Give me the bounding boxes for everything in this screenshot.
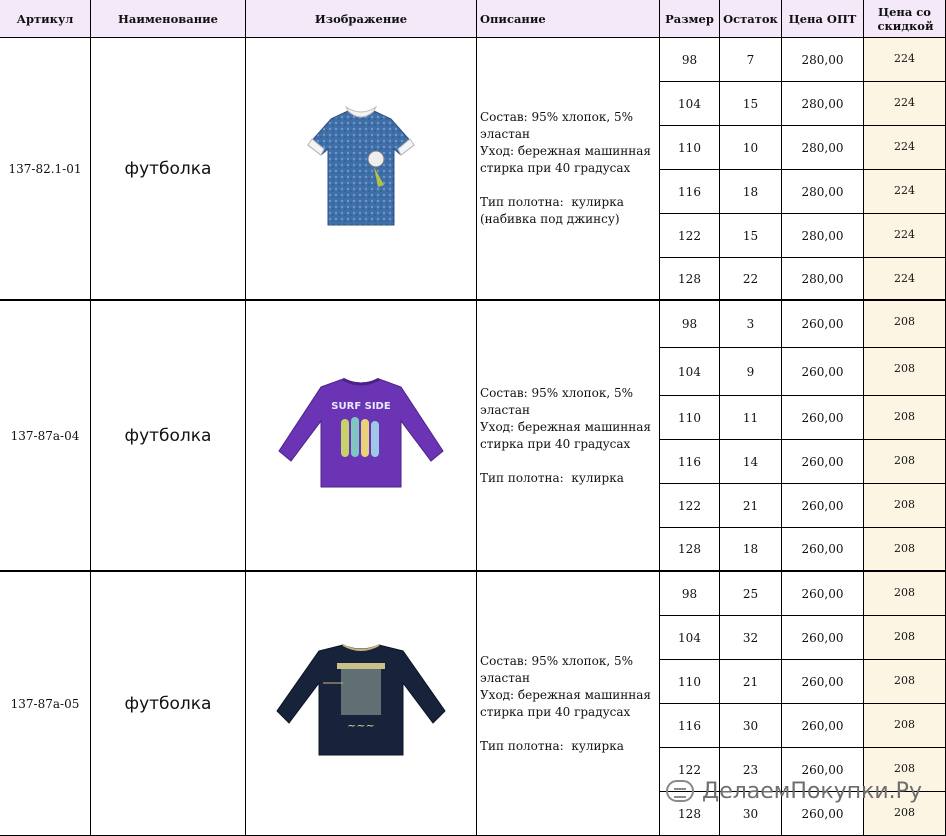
stock-cell: [720, 348, 782, 396]
size-value: 110: [678, 140, 701, 155]
stock-cell: [720, 301, 782, 348]
header-stock: [720, 0, 782, 38]
stock-cell: [720, 396, 782, 440]
header-description: [477, 0, 660, 38]
description-line: эластан: [480, 402, 531, 417]
discount-cell: [864, 396, 946, 440]
description-line: Тип полотна: кулирка: [480, 738, 624, 753]
price-cell: [782, 301, 864, 348]
size-cell: [660, 126, 720, 170]
discount-cell: [864, 38, 946, 82]
description-line: [480, 177, 651, 194]
stock-value: 3: [746, 317, 755, 331]
price-cell: [782, 82, 864, 126]
discount-cell: [864, 170, 946, 214]
svg-text:~~~: ~~~: [347, 719, 375, 732]
size-cell: [660, 484, 720, 528]
price-value: 280,00: [801, 271, 844, 286]
discount-value: 224: [894, 52, 915, 65]
header-image-label: Изображение: [314, 11, 408, 26]
stock-value: 22: [742, 271, 759, 286]
description-line: Уход: бережная машинная: [480, 687, 651, 702]
description-line: Состав: 95% хлопок, 5%: [480, 110, 634, 124]
discount-cell: [864, 660, 946, 704]
discount-value: 224: [894, 272, 915, 285]
stock-value: 9: [746, 364, 755, 379]
size-value: 104: [678, 96, 701, 111]
size-value: 104: [678, 364, 701, 379]
stock-cell: [720, 616, 782, 660]
stock-cell: [720, 258, 782, 301]
discount-cell: [864, 484, 946, 528]
stock-cell: [720, 484, 782, 528]
cart-icon: [666, 780, 694, 802]
watermark-text: ДелаемПокупки.Ру: [702, 778, 922, 804]
name-cell: [91, 572, 246, 836]
header-name-label: Наименование: [118, 11, 218, 26]
price-cell: [782, 440, 864, 484]
size-value: 110: [678, 410, 701, 425]
price-cell: [782, 126, 864, 170]
header-name: [91, 0, 246, 38]
stock-value: 10: [742, 140, 759, 155]
stock-value: 30: [742, 806, 759, 821]
price-cell: [782, 528, 864, 572]
price-cell: [782, 214, 864, 258]
header-size-label: Размер: [665, 11, 714, 26]
discount-cell: [864, 126, 946, 170]
discount-value: 224: [894, 184, 915, 197]
size-value: 116: [678, 184, 701, 199]
header-wholesale-price-label: Цена ОПТ: [788, 11, 857, 26]
stock-value: 7: [746, 52, 755, 67]
description-line: Состав: 95% хлопок, 5%: [480, 653, 634, 668]
price-value: 280,00: [801, 52, 844, 67]
description-line: Тип полотна: кулирка: [480, 470, 624, 485]
image-cell: [246, 301, 477, 572]
stock-value: 15: [742, 228, 759, 243]
size-value: 116: [678, 718, 701, 733]
stock-cell: [720, 572, 782, 616]
price-value: 260,00: [801, 674, 844, 689]
size-value: 98: [681, 52, 698, 67]
size-value: 116: [678, 454, 701, 469]
stock-cell: [720, 38, 782, 82]
stock-cell: [720, 704, 782, 748]
article-value: 137-82.1-01: [8, 161, 82, 176]
blue-denim-print-tshirt-icon: [286, 97, 436, 240]
header-stock-label: Остаток: [723, 11, 778, 26]
price-cell: [782, 484, 864, 528]
price-value: 280,00: [801, 184, 844, 199]
description-line: [480, 721, 651, 738]
size-value: 122: [678, 498, 701, 513]
price-value: 280,00: [801, 228, 844, 243]
description-cell: [477, 38, 660, 301]
header-discount-price-label: Цена со скидкой: [877, 4, 934, 33]
stock-value: 21: [742, 674, 759, 689]
stock-cell: [720, 440, 782, 484]
price-value: 260,00: [801, 542, 844, 556]
discount-value: 208: [894, 410, 915, 423]
discount-cell: [864, 301, 946, 348]
description-line: [480, 453, 651, 470]
article-value: 137-87а-05: [10, 696, 80, 711]
discount-value: 208: [894, 315, 915, 328]
article-cell: [0, 38, 91, 301]
stock-value: 30: [742, 718, 759, 733]
discount-value: 208: [894, 630, 915, 643]
stock-cell: [720, 214, 782, 258]
stock-cell: [720, 660, 782, 704]
navy-longsleeve-print-shirt-icon: [271, 637, 451, 770]
description-line: стирка при 40 градусах: [480, 436, 631, 451]
discount-cell: [864, 214, 946, 258]
size-value: 122: [678, 228, 701, 243]
stock-value: 18: [742, 184, 759, 199]
price-cell: [782, 704, 864, 748]
price-cell: [782, 258, 864, 301]
header-wholesale-price: [782, 0, 864, 38]
price-cell: [782, 396, 864, 440]
article-cell: [0, 572, 91, 836]
stock-cell: [720, 82, 782, 126]
description-line: стирка при 40 градусах: [480, 161, 631, 175]
size-cell: [660, 170, 720, 214]
price-cell: [782, 348, 864, 396]
description-line: Тип полотна: кулирка: [480, 195, 624, 209]
discount-value: 224: [894, 140, 915, 153]
price-value: 260,00: [801, 498, 844, 513]
header-article-label: Артикул: [16, 11, 74, 26]
discount-cell: [864, 572, 946, 616]
size-cell: [660, 660, 720, 704]
price-value: 260,00: [801, 454, 844, 469]
discount-value: 208: [894, 674, 915, 687]
discount-value: 224: [894, 228, 915, 241]
product-name: футболка: [124, 693, 212, 714]
size-cell: [660, 440, 720, 484]
discount-cell: [864, 616, 946, 660]
discount-cell: [864, 258, 946, 301]
description-line: стирка при 40 градусах: [480, 704, 631, 719]
description-line: эластан: [480, 127, 531, 141]
price-value: 260,00: [801, 364, 844, 379]
stock-value: 15: [742, 96, 759, 111]
size-cell: [660, 528, 720, 572]
product-name: футболка: [124, 425, 212, 446]
shirt-print-text: SURF SIDE: [331, 401, 391, 412]
discount-value: 208: [894, 542, 915, 555]
size-value: 128: [678, 806, 701, 821]
discount-value: 208: [894, 586, 915, 599]
stock-cell: [720, 170, 782, 214]
price-value: 260,00: [801, 718, 844, 733]
description-line: Уход: бережная машинная: [480, 419, 651, 434]
size-cell: [660, 704, 720, 748]
description-text: [480, 385, 651, 487]
discount-cell: [864, 440, 946, 484]
description-cell: [477, 301, 660, 572]
size-value: 110: [678, 674, 701, 689]
size-cell: [660, 301, 720, 348]
price-cell: [782, 572, 864, 616]
product-name: футболка: [124, 158, 212, 179]
size-cell: [660, 348, 720, 396]
price-value: 260,00: [801, 410, 844, 425]
price-cell: [782, 660, 864, 704]
size-value: 98: [681, 586, 698, 601]
description-line: Состав: 95% хлопок, 5%: [480, 385, 634, 400]
purple-longsleeve-surf-shirt-icon: [271, 369, 451, 502]
description-line: (набивка под джинсу): [480, 212, 620, 226]
size-cell: [660, 38, 720, 82]
discount-value: 208: [894, 362, 915, 375]
price-value: 280,00: [801, 140, 844, 155]
size-value: 128: [678, 542, 701, 556]
price-value: 260,00: [801, 317, 844, 331]
price-value: 260,00: [801, 586, 844, 601]
price-value: 260,00: [801, 806, 844, 821]
article-cell: [0, 301, 91, 572]
header-description-label: Описание: [480, 11, 546, 26]
name-cell: [91, 301, 246, 572]
discount-cell: [864, 82, 946, 126]
description-line: Уход: бережная машинная: [480, 144, 651, 158]
size-value: 98: [681, 317, 698, 331]
size-cell: [660, 616, 720, 660]
discount-value: 224: [894, 96, 915, 109]
size-cell: [660, 214, 720, 258]
price-cell: [782, 170, 864, 214]
size-cell: [660, 258, 720, 301]
price-cell: [782, 38, 864, 82]
image-cell: [246, 38, 477, 301]
description-cell: [477, 572, 660, 836]
header-article: [0, 0, 91, 38]
description-text: [480, 109, 651, 228]
price-cell: [782, 616, 864, 660]
description-line: эластан: [480, 670, 531, 685]
size-cell: [660, 572, 720, 616]
name-cell: [91, 38, 246, 301]
stock-value: 23: [742, 762, 759, 777]
discount-value: 208: [894, 498, 915, 511]
discount-value: 208: [894, 762, 915, 775]
stock-cell: [720, 528, 782, 572]
header-discount-price: [864, 0, 946, 38]
discount-value: 208: [894, 806, 915, 819]
article-value: 137-87а-04: [10, 428, 80, 443]
stock-value: 11: [742, 410, 759, 425]
discount-cell: [864, 704, 946, 748]
discount-cell: [864, 528, 946, 572]
stock-value: 25: [742, 586, 759, 601]
stock-value: 14: [742, 454, 759, 469]
image-cell: [246, 572, 477, 836]
discount-cell: [864, 348, 946, 396]
price-value: 280,00: [801, 96, 844, 111]
size-value: 128: [678, 271, 701, 286]
price-value: 260,00: [801, 630, 844, 645]
watermark: [666, 776, 946, 806]
price-value: 260,00: [801, 762, 844, 777]
stock-cell: [720, 126, 782, 170]
size-value: 104: [678, 630, 701, 645]
discount-value: 208: [894, 454, 915, 467]
stock-value: 32: [742, 630, 759, 645]
stock-value: 18: [742, 542, 759, 556]
header-image: [246, 0, 477, 38]
header-size: [660, 0, 720, 38]
description-text: [480, 653, 651, 755]
size-value: 122: [678, 762, 701, 777]
stock-value: 21: [742, 498, 759, 513]
size-cell: [660, 396, 720, 440]
discount-value: 208: [894, 718, 915, 731]
size-cell: [660, 82, 720, 126]
